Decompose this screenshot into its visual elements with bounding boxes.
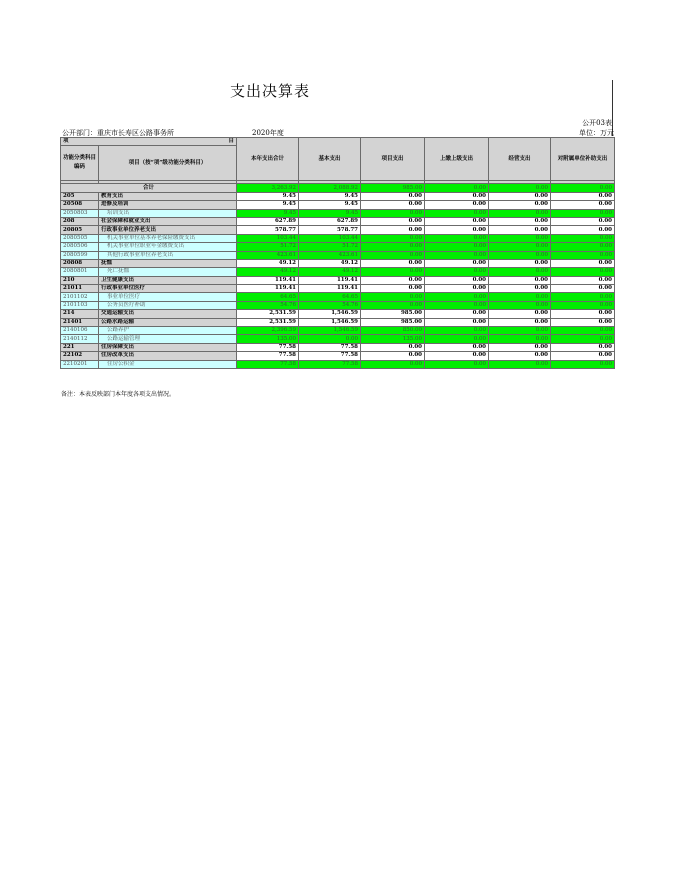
row-value: 0.00	[489, 234, 551, 242]
row-value: 9.45	[237, 209, 299, 217]
row-value: 0.00	[361, 243, 425, 251]
row-value: 49.12	[237, 268, 299, 276]
row-value: 0.00	[425, 352, 489, 360]
table-row	[61, 343, 615, 351]
table-row	[61, 217, 615, 225]
row-name: 住房改革支出	[99, 352, 237, 360]
row-code: 205	[61, 192, 99, 200]
footnote: 备注：本表反映部门本年度各项支出情况。	[61, 391, 176, 398]
row-value: 54.76	[237, 301, 299, 309]
row-code: 21011	[61, 285, 99, 293]
row-value: 0.00	[425, 226, 489, 234]
table-row	[61, 234, 615, 242]
row-value: 578.77	[237, 226, 299, 234]
row-value: 0.00	[489, 217, 551, 225]
row-value: 0.00	[551, 226, 615, 234]
table-row	[61, 293, 615, 301]
row-code: 2080599	[61, 251, 99, 259]
table-row	[61, 226, 615, 234]
row-name: 教育支出	[99, 192, 237, 200]
row-value: 0.00	[551, 301, 615, 309]
row-value: 0.00	[361, 352, 425, 360]
row-value: 850.00	[361, 327, 425, 335]
row-value: 423.61	[237, 251, 299, 259]
row-value: 0.00	[489, 335, 551, 343]
row-value: 119.41	[299, 276, 361, 284]
row-value: 0.00	[425, 268, 489, 276]
row-value: 0.00	[425, 201, 489, 209]
row-value: 0.00	[489, 209, 551, 217]
row-value: 0.00	[489, 318, 551, 326]
row-code: 2101102	[61, 293, 99, 301]
row-value: 0.00	[489, 352, 551, 360]
row-name: 卫生健康支出	[99, 276, 237, 284]
row-value: 51.72	[237, 243, 299, 251]
row-name: 培训支出	[99, 209, 237, 217]
row-name: 机关事业单位职业年金缴费支出	[99, 243, 237, 251]
row-value: 119.41	[237, 285, 299, 293]
row-value: 423.61	[299, 251, 361, 259]
row-code: 2210201	[61, 360, 99, 368]
row-value: 0.00	[551, 192, 615, 200]
row-value: 0.00	[489, 343, 551, 351]
row-value: 0.00	[489, 243, 551, 251]
row-value: 0.00	[361, 276, 425, 284]
row-value: 0.00	[299, 335, 361, 343]
row-value: 0.00	[489, 285, 551, 293]
total-value: 985.00	[361, 184, 425, 192]
row-value: 77.58	[237, 352, 299, 360]
row-value: 0.00	[489, 301, 551, 309]
header-item-row	[61, 138, 615, 146]
row-value: 0.00	[425, 335, 489, 343]
row-name: 进修及培训	[99, 201, 237, 209]
row-value: 1,546.59	[299, 327, 361, 335]
row-code: 2080505	[61, 234, 99, 242]
table-row	[61, 301, 615, 309]
page-title: 支出决算表	[230, 82, 311, 100]
row-name: 抚恤	[99, 259, 237, 267]
row-value: 627.89	[299, 217, 361, 225]
row-value: 0.00	[361, 226, 425, 234]
row-value: 103.44	[237, 234, 299, 242]
row-value: 0.00	[425, 217, 489, 225]
table-row	[61, 310, 615, 318]
row-code: 20508	[61, 201, 99, 209]
header-code: 功能分类科目编码	[61, 146, 99, 181]
header-subsidy: 对附属单位补助支出	[551, 138, 615, 181]
row-value: 0.00	[425, 285, 489, 293]
row-value: 0.00	[361, 293, 425, 301]
row-value: 0.00	[551, 293, 615, 301]
row-value: 77.58	[299, 360, 361, 368]
row-name: 社会保障和就业支出	[99, 217, 237, 225]
row-value: 0.00	[489, 201, 551, 209]
total-value: 0.00	[551, 184, 615, 192]
row-value: 9.45	[237, 192, 299, 200]
table-row	[61, 318, 615, 326]
row-name: 交通运输支出	[99, 310, 237, 318]
row-code: 2140112	[61, 335, 99, 343]
row-value: 0.00	[361, 192, 425, 200]
row-name: 公路运输管理	[99, 335, 237, 343]
row-code: 210	[61, 276, 99, 284]
row-name: 住房保障支出	[99, 343, 237, 351]
row-value: 77.58	[299, 352, 361, 360]
row-value: 0.00	[425, 318, 489, 326]
total-row	[61, 184, 615, 192]
row-code: 2050803	[61, 209, 99, 217]
total-value: 0.00	[489, 184, 551, 192]
header-business: 经营支出	[489, 138, 551, 181]
row-value: 0.00	[551, 310, 615, 318]
table-row	[61, 243, 615, 251]
row-value: 0.00	[489, 360, 551, 368]
table-row	[61, 201, 615, 209]
row-code: 20805	[61, 226, 99, 234]
unit-label: 单位：万元	[579, 129, 614, 137]
row-name: 公路养护	[99, 327, 237, 335]
header-item-left: 项	[63, 138, 69, 145]
row-value: 0.00	[361, 360, 425, 368]
row-value: 0.00	[425, 192, 489, 200]
row-value: 985.00	[361, 318, 425, 326]
row-value: 985.00	[361, 310, 425, 318]
row-name: 其他行政事业单位养老支出	[99, 251, 237, 259]
row-value: 0.00	[361, 268, 425, 276]
row-value: 0.00	[361, 343, 425, 351]
row-value: 0.00	[489, 251, 551, 259]
row-value: 0.00	[361, 217, 425, 225]
row-name: 住房公积金	[99, 360, 237, 368]
row-value: 49.12	[299, 268, 361, 276]
row-value: 0.00	[361, 259, 425, 267]
row-value: 51.72	[299, 243, 361, 251]
row-value: 0.00	[425, 327, 489, 335]
row-value: 0.00	[425, 251, 489, 259]
row-value: 0.00	[551, 243, 615, 251]
row-value: 0.00	[425, 301, 489, 309]
row-name: 公务员医疗补助	[99, 301, 237, 309]
row-value: 0.00	[489, 310, 551, 318]
row-value: 135.00	[237, 335, 299, 343]
row-value: 0.00	[489, 192, 551, 200]
row-value: 2,396.59	[237, 327, 299, 335]
row-value: 0.00	[551, 285, 615, 293]
header-item-right: 目	[228, 138, 235, 145]
row-name: 事业单位医疗	[99, 293, 237, 301]
row-value: 0.00	[425, 276, 489, 284]
row-value: 2,531.59	[237, 310, 299, 318]
row-value: 0.00	[425, 243, 489, 251]
row-value: 0.00	[551, 335, 615, 343]
total-label: 合计	[61, 184, 237, 192]
row-value: 0.00	[425, 343, 489, 351]
row-value: 103.44	[299, 234, 361, 242]
row-value: 77.58	[299, 343, 361, 351]
row-value: 0.00	[361, 201, 425, 209]
row-value: 0.00	[361, 285, 425, 293]
table-row	[61, 209, 615, 217]
row-value: 135.00	[361, 335, 425, 343]
row-code: 214	[61, 310, 99, 318]
row-value: 0.00	[361, 301, 425, 309]
row-name: 机关事业单位基本养老保险缴费支出	[99, 234, 237, 242]
header-item-cell	[61, 138, 237, 146]
row-value: 77.58	[237, 343, 299, 351]
row-code: 2101103	[61, 301, 99, 309]
row-name: 公路水路运输	[99, 318, 237, 326]
row-value: 0.00	[551, 268, 615, 276]
row-value: 0.00	[551, 259, 615, 267]
row-name: 死亡抚恤	[99, 268, 237, 276]
table-row	[61, 335, 615, 343]
table-row	[61, 327, 615, 335]
row-value: 0.00	[551, 352, 615, 360]
row-value: 0.00	[551, 318, 615, 326]
row-code: 2140106	[61, 327, 99, 335]
row-value: 0.00	[551, 360, 615, 368]
row-value: 1,546.59	[299, 318, 361, 326]
row-value: 9.45	[299, 209, 361, 217]
row-value: 0.00	[551, 276, 615, 284]
form-number: 公开03表	[582, 119, 612, 127]
row-value: 77.58	[237, 360, 299, 368]
row-value: 0.00	[361, 234, 425, 242]
row-value: 0.00	[551, 201, 615, 209]
table-row	[61, 268, 615, 276]
row-value: 0.00	[425, 360, 489, 368]
row-value: 0.00	[425, 310, 489, 318]
row-value: 119.41	[237, 276, 299, 284]
row-value: 578.77	[299, 226, 361, 234]
row-value: 0.00	[551, 327, 615, 335]
row-value: 2,531.59	[237, 318, 299, 326]
row-value: 9.45	[299, 201, 361, 209]
table-row	[61, 276, 615, 284]
total-value: 2,088.92	[299, 184, 361, 192]
row-code: 2080801	[61, 268, 99, 276]
row-value: 9.45	[299, 192, 361, 200]
row-code: 21401	[61, 318, 99, 326]
row-value: 49.12	[237, 259, 299, 267]
row-name: 行政事业单位医疗	[99, 285, 237, 293]
header-basic: 基本支出	[299, 138, 361, 181]
row-value: 1,546.59	[299, 310, 361, 318]
total-value: 3,263.92	[237, 184, 299, 192]
row-value: 0.00	[551, 234, 615, 242]
row-value: 64.65	[299, 293, 361, 301]
row-value: 0.00	[489, 259, 551, 267]
row-value: 0.00	[489, 276, 551, 284]
row-value: 0.00	[361, 209, 425, 217]
table-row	[61, 259, 615, 267]
row-code: 208	[61, 217, 99, 225]
table-row	[61, 352, 615, 360]
row-code: 20808	[61, 259, 99, 267]
row-value: 54.76	[299, 301, 361, 309]
row-name: 行政事业单位养老支出	[99, 226, 237, 234]
row-code: 2080506	[61, 243, 99, 251]
row-value: 0.00	[489, 268, 551, 276]
expenditure-table	[60, 137, 615, 369]
row-value: 0.00	[425, 259, 489, 267]
header-name: 项目（按“项”级功能分类科目）	[99, 146, 237, 181]
row-value: 9.45	[237, 201, 299, 209]
row-value: 0.00	[425, 234, 489, 242]
row-value: 0.00	[551, 251, 615, 259]
row-value: 64.65	[237, 293, 299, 301]
total-value: 0.00	[425, 184, 489, 192]
row-value: 0.00	[361, 251, 425, 259]
year-label: 2020年度	[252, 129, 284, 137]
table-row	[61, 192, 615, 200]
row-value: 0.00	[425, 293, 489, 301]
row-value: 0.00	[425, 209, 489, 217]
table-row	[61, 360, 615, 368]
row-value: 0.00	[489, 226, 551, 234]
row-value: 49.12	[299, 259, 361, 267]
department-label: 公开部门：重庆市长寿区公路事务所	[62, 129, 174, 137]
row-value: 0.00	[551, 343, 615, 351]
header-project: 项目支出	[361, 138, 425, 181]
table-row	[61, 285, 615, 293]
header-upper: 上缴上级支出	[425, 138, 489, 181]
row-value: 627.89	[237, 217, 299, 225]
row-value: 0.00	[551, 217, 615, 225]
row-value: 0.00	[489, 293, 551, 301]
row-value: 0.00	[551, 209, 615, 217]
header-total: 本年支出合计	[237, 138, 299, 181]
row-code: 221	[61, 343, 99, 351]
row-value: 0.00	[489, 327, 551, 335]
row-code: 22102	[61, 352, 99, 360]
row-value: 119.41	[299, 285, 361, 293]
table-row	[61, 251, 615, 259]
